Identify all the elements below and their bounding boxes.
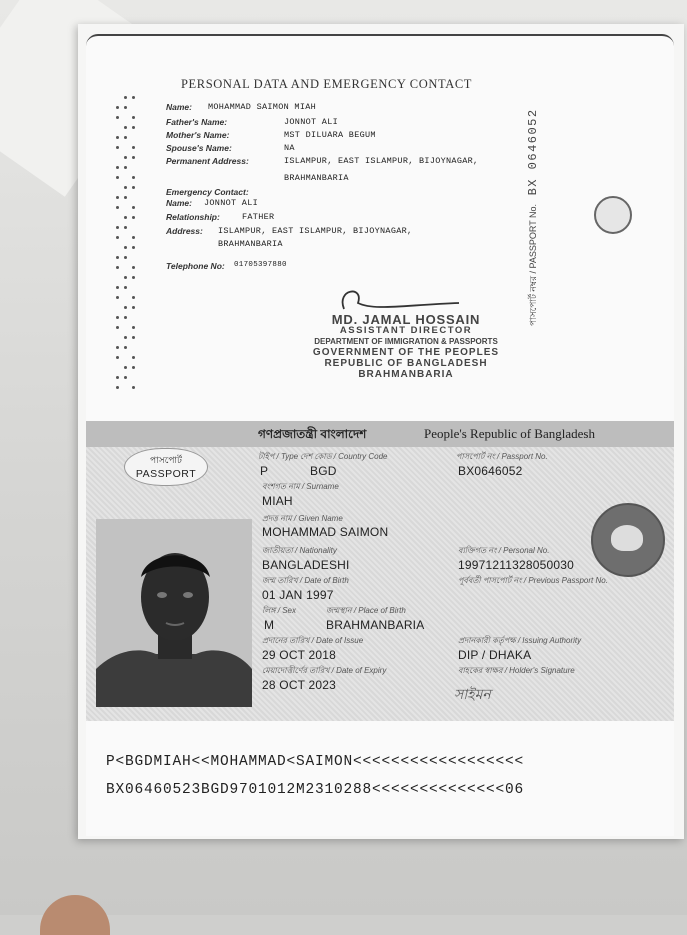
perforation-dot (132, 126, 135, 129)
perforation-dot (116, 166, 119, 169)
perforation-dot (132, 336, 135, 339)
authority-label: প্রদানকারী কর্তৃপক্ষ / Issuing Authority (458, 636, 582, 645)
perforation-dot (116, 176, 119, 179)
sex-label: লিঙ্গ / Sex (262, 606, 297, 615)
ec-address-line1: ISLAMPUR, EAST ISLAMPUR, BIJOYNAGAR, (218, 226, 413, 236)
perforation-dot (124, 286, 127, 289)
perforation-dot (116, 196, 119, 199)
perforation-dot (132, 146, 135, 149)
stamp-gov2: REPUBLIC OF BANGLADESH (324, 358, 488, 369)
mother-row (166, 130, 376, 140)
perforation-dot (116, 256, 119, 259)
spouse-label: Spouse's Name: (166, 143, 232, 153)
perforation-dot (124, 126, 127, 129)
dob-value: 01 JAN 1997 (262, 588, 334, 602)
emblem-icon (594, 196, 632, 234)
personal-no-value: 19971211328050030 (458, 558, 574, 572)
perforation-dot (116, 226, 119, 229)
perforation-dot (116, 346, 119, 349)
perforation-dot (132, 356, 135, 359)
address-label: Permanent Address: (166, 156, 249, 166)
perforation-dot (116, 106, 119, 109)
authority-value: DIP / DHAKA (458, 648, 532, 662)
perforation-dot (124, 216, 127, 219)
perforation-dot (132, 206, 135, 209)
doi-label: প্রদানের তারিখ / Date of Issue (262, 636, 364, 645)
address-line1: ISLAMPUR, EAST ISLAMPUR, BIJOYNAGAR, (284, 156, 479, 166)
ec-address-row (166, 226, 413, 236)
perforation-dot (116, 386, 119, 389)
pob-value: BRAHMANBARIA (326, 618, 425, 632)
section-title: PERSONAL DATA AND EMERGENCY CONTACT (181, 77, 473, 91)
nationality-label: জাতীয়তা / Nationality (262, 546, 337, 555)
relationship-label: Relationship: (166, 212, 220, 222)
perforation-dot (132, 266, 135, 269)
perforation-dot (124, 106, 127, 109)
badge-bengali: পাসপোর্ট (150, 455, 182, 465)
perforation-dot (124, 96, 127, 99)
surname-label: বংশগত নাম / Surname (262, 482, 339, 491)
perforation-dot (116, 236, 119, 239)
holder-signature-label: বাহকের স্বাক্ষর / Holder's Signature (458, 666, 575, 675)
perforation-dot (124, 166, 127, 169)
perforation-dot (124, 186, 127, 189)
emergency-label: Emergency Contact: (166, 187, 249, 197)
personal-no-label: ব্যক্তিগত নং / Personal No. (458, 546, 550, 555)
ec-name-row (166, 198, 259, 208)
perforation-dot (116, 326, 119, 329)
passport-copy (86, 34, 674, 836)
doe-label: মেয়াদোত্তীর্ণের তারিখ / Date of Expiry (262, 666, 387, 675)
perforation-dot (116, 136, 119, 139)
officer-stamp (296, 314, 516, 380)
stamp-name: MD. JAMAL HOSSAIN (331, 312, 481, 327)
perforation-dot (132, 176, 135, 179)
perforation-dot (124, 336, 127, 339)
father-label: Father's Name: (166, 117, 228, 127)
perforation-dot (124, 376, 127, 379)
perforation-dot (132, 96, 135, 99)
perforation-dot (132, 216, 135, 219)
type-label: টাইপ / Type (258, 452, 299, 461)
country-label: দেশ কোড / Country Code (300, 452, 388, 461)
spouse-row (166, 143, 295, 153)
perforation-dot (124, 136, 127, 139)
perforation-dot (132, 156, 135, 159)
header-bengali: গণপ্রজাতন্ত্রী বাংলাদেশ (258, 427, 367, 441)
perforation-dot (132, 326, 135, 329)
given-name-value: MOHAMMAD SAIMON (262, 525, 389, 539)
personal-data-page (86, 36, 674, 421)
type-value: P (260, 464, 269, 478)
ec-name-label: Name: (166, 198, 192, 208)
header-english: People's Republic of Bangladesh (424, 426, 595, 441)
perforation-number (114, 96, 140, 406)
perforation-dot (124, 346, 127, 349)
father-value: JONNOT ALI (284, 117, 339, 127)
machine-readable-zone (86, 736, 674, 831)
name-value: MOHAMMAD SAIMON MIAH (208, 102, 317, 112)
perforation-dot (132, 386, 135, 389)
passport-data-page (86, 421, 674, 721)
portrait-image (96, 519, 252, 707)
surname-value: MIAH (262, 494, 293, 508)
spouse-value: NA (284, 143, 295, 153)
address-row (166, 156, 479, 166)
perforation-dot (132, 116, 135, 119)
perforation-dot (124, 246, 127, 249)
perforation-dot (124, 196, 127, 199)
perforation-dot (124, 306, 127, 309)
stamp-city: BRAHMANBARIA (358, 369, 454, 380)
name-label: Name: (166, 102, 192, 112)
perforation-dot (132, 306, 135, 309)
perforation-dot (116, 376, 119, 379)
perforation-dot (132, 186, 135, 189)
perforation-dot (116, 146, 119, 149)
side-passport-number (526, 108, 541, 326)
passport-badge (124, 448, 208, 486)
ec-address-label: Address: (166, 226, 203, 236)
doe-value: 28 OCT 2023 (262, 678, 337, 692)
perforation-dot (116, 206, 119, 209)
relationship-row (166, 212, 275, 222)
holder-signature: সাইমন (454, 686, 491, 702)
passno-label: পাসপোর্ট নং / Passport No. (456, 452, 548, 461)
doi-value: 29 OCT 2018 (262, 648, 337, 662)
holder-photo (96, 519, 252, 707)
perforation-dot (124, 226, 127, 229)
given-name-label: প্রদত্ত নাম / Given Name (262, 514, 343, 523)
perforation-dot (124, 316, 127, 319)
prev-passport-label: পূর্ববর্তী পাসপোর্ট নং / Previous Passport No. (458, 576, 608, 585)
perforation-dot (124, 276, 127, 279)
stamp-gov1: GOVERNMENT OF THE PEOPLES (312, 347, 500, 358)
perforation-dot (124, 256, 127, 259)
perforation-dot (132, 366, 135, 369)
dob-label: জন্ম তারিখ / Date of Birth (262, 576, 349, 585)
nationality-value: BANGLADESHI (262, 558, 350, 572)
address-line2: BRAHMANBARIA (284, 173, 349, 183)
father-row (166, 117, 339, 127)
stamp-dept: DEPARTMENT OF IMMIGRATION & PASSPORTS (314, 337, 498, 346)
telephone-value: 01705397880 (234, 261, 287, 269)
badge-english: PASSPORT (135, 468, 197, 480)
ec-address-line2: BRAHMANBARIA (218, 239, 283, 249)
perforation-dot (116, 296, 119, 299)
sex-value: M (264, 618, 275, 632)
photocopy-sheet (78, 24, 684, 839)
telephone-row (166, 261, 287, 271)
mother-value: MST DILUARA BEGUM (284, 130, 376, 140)
name-row (166, 102, 317, 112)
ec-name-value: JONNOT ALI (204, 198, 259, 208)
relationship-value: FATHER (242, 212, 275, 222)
telephone-label: Telephone No: (166, 261, 225, 271)
mrz-line-1: P<BGDMIAH<<MOHAMMAD<SAIMON<<<<<<<<<<<<<<<<<< (106, 754, 525, 770)
passno-value: BX0646052 (458, 464, 523, 478)
perforation-dot (116, 356, 119, 359)
side-passport-label: পাসপোর্ট নম্বর / PASSPORT No. (528, 203, 538, 326)
header-band (86, 421, 674, 447)
national-emblem-icon (591, 503, 665, 577)
stamp-title: ASSISTANT DIRECTOR (339, 325, 473, 336)
perforation-dot (132, 296, 135, 299)
perforation-dot (132, 246, 135, 249)
perforation-dot (116, 286, 119, 289)
pob-label: জন্মস্থান / Place of Birth (326, 606, 406, 615)
perforation-dot (132, 236, 135, 239)
mother-label: Mother's Name: (166, 130, 230, 140)
emergency-row (166, 187, 249, 197)
perforation-dot (124, 366, 127, 369)
perforation-dot (116, 266, 119, 269)
perforation-dot (124, 156, 127, 159)
mrz-line-2: BX06460523BGD9701012M2310288<<<<<<<<<<<<<<06 (106, 782, 525, 798)
side-passport-value: BX 0646052 (526, 108, 540, 196)
perforation-dot (116, 316, 119, 319)
perforation-dot (132, 276, 135, 279)
perforation-dot (116, 116, 119, 119)
country-value: BGD (310, 464, 337, 478)
